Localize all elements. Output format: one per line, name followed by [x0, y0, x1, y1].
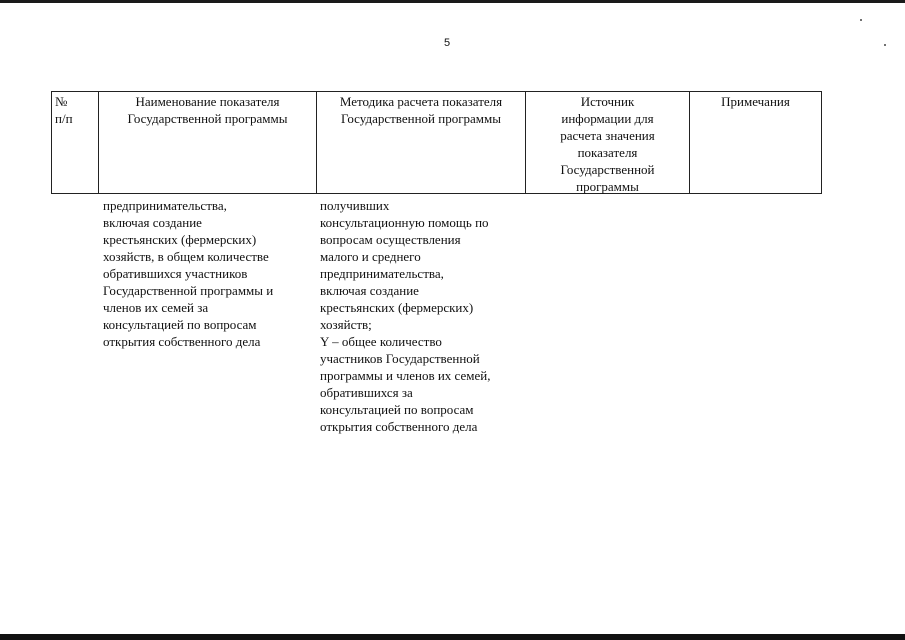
scan-speck — [884, 44, 886, 46]
header-line: Государственной — [560, 162, 655, 177]
header-line: информации для — [561, 111, 654, 126]
header-line: показателя — [577, 145, 638, 160]
header-line: программы — [576, 179, 639, 194]
text-line: Y – общее количество — [320, 334, 442, 349]
header-line: Примечания — [721, 94, 790, 109]
text-line: программы и членов их семей, — [320, 368, 491, 383]
header-line: Источник — [580, 94, 635, 109]
top-scan-border — [0, 0, 905, 3]
text-line: Государственной программы и — [103, 283, 274, 298]
header-cell-number — [51, 91, 98, 194]
header-line: № — [55, 94, 68, 109]
text-line: обратившихся участников — [103, 266, 248, 281]
calculation-method-cell — [320, 197, 525, 435]
text-line: получивших — [320, 198, 390, 213]
text-line: вопросам осуществления — [320, 232, 461, 247]
header-cell-notes — [689, 91, 822, 194]
bottom-scan-border — [0, 634, 905, 640]
indicator-name-cell — [103, 197, 315, 350]
text-line: включая создание — [320, 283, 419, 298]
text-line: консультационную помощь по — [320, 215, 489, 230]
text-line: консультацией по вопросам — [103, 317, 257, 332]
text-line: хозяйств; — [320, 317, 372, 332]
header-line: Государственной программы — [340, 111, 501, 126]
text-line: малого и среднего — [320, 249, 421, 264]
text-line: открытия собственного дела — [320, 419, 478, 434]
text-line: обратившихся за — [320, 385, 413, 400]
scan-speck — [860, 19, 862, 21]
text-line: включая создание — [103, 215, 202, 230]
text-line: предпринимательства, — [103, 198, 227, 213]
header-line: расчета значения — [560, 128, 655, 143]
text-line: предпринимательства, — [320, 266, 444, 281]
header-line: п/п — [55, 111, 73, 126]
text-line: открытия собственного дела — [103, 334, 261, 349]
header-cell-calculation-method — [316, 91, 525, 194]
header-line: Методика расчета показателя — [339, 94, 503, 109]
text-line: крестьянских (фермерских) — [320, 300, 474, 315]
text-line: хозяйств, в общем количестве — [103, 249, 269, 264]
header-line: Государственной программы — [127, 111, 288, 126]
text-line: крестьянских (фермерских) — [103, 232, 257, 247]
header-cell-information-source — [525, 91, 689, 194]
header-line: Наименование показателя — [135, 94, 280, 109]
page-number: 5 — [443, 37, 451, 49]
header-cell-indicator-name — [98, 91, 316, 194]
text-line: консультацией по вопросам — [320, 402, 474, 417]
text-line: участников Государственной — [320, 351, 480, 366]
text-line: членов их семей за — [103, 300, 209, 315]
